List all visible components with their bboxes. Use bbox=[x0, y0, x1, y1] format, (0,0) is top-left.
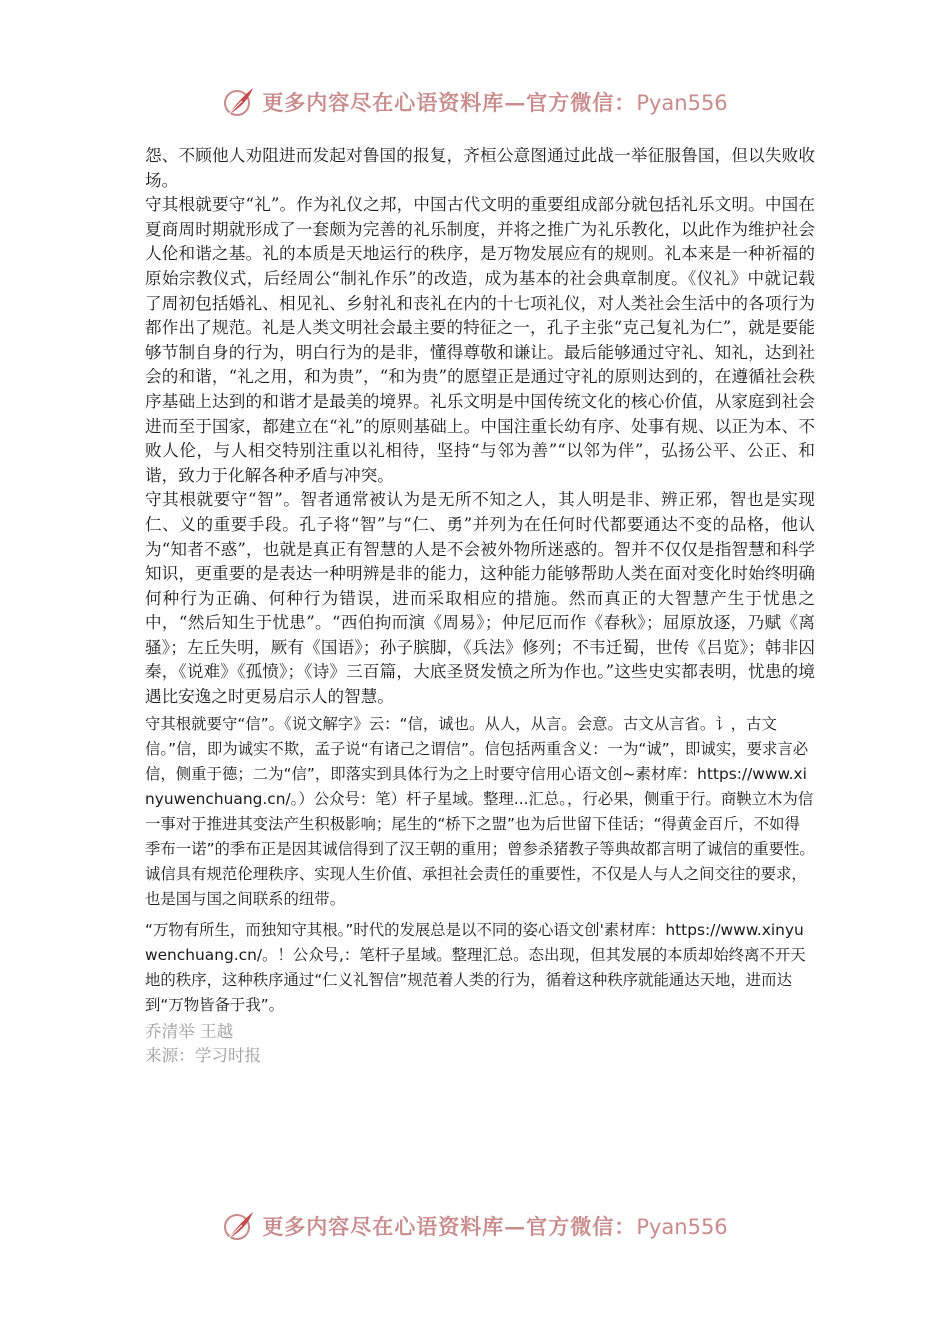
author-credit: 乔清举 王越 bbox=[145, 1021, 234, 1041]
banner-title: 更多内容尽在心语资料库—官方微信： bbox=[262, 90, 637, 115]
banner-handle: Pyan556 bbox=[636, 91, 728, 115]
paragraph-zhi: 守其根就要守“智”。智者通常被认为是无所不知之人，其人明是非、辨正邪，智也是实现仁、义的重要手段。孔子将“智”与“仁、勇”并列为在任何时代都要通达不变的品格，他认为“知者不惑”，也就是真正有智慧的人是不会被外物所迷惑的。智并不仅仅是指智慧和科学知识，更重要的是表达一种明辨是非的能力，这种能力能够帮助人类在面对变化时始终明确何种行为正确、何种行为错误，进而采取相应的措施。然而真正的大智慧产生于忧患之中，“然后知生于忧患”。“西伯拘而演《周易》；仲尼厄而作《春秋》；屈原放逐，乃赋《离骚》；左丘失明，厥有《国语》；孙子膑脚，《兵法》修列；不韦迁蜀，世传《吕览》；韩非囚秦，《说难》《孤愤》；《诗》三百篇，大底圣贤发愤之所为作也。”这些史实都表明，忧患的境遇比安逸之时更易启示人的智慧。 bbox=[145, 490, 815, 707]
banner-text bbox=[262, 87, 727, 117]
paragraph-intro: 怨、不顾他人劝阻进而发起对鲁国的报复，齐桓公意图通过此战一举征服鲁国，但以失败收场。 bbox=[145, 146, 815, 190]
header-banner bbox=[0, 82, 950, 122]
feather-pen-logo-icon bbox=[222, 85, 256, 119]
banner-text bbox=[262, 1211, 727, 1241]
banner-handle: Pyan556 bbox=[636, 1215, 728, 1239]
footer-banner bbox=[0, 1206, 950, 1246]
article-body bbox=[145, 144, 815, 1069]
paragraph-xin: 守其根就要守“信”。《说文解字》云：“信，诚也。从人，从言。会意。古文从言省。讠，古文信。”信，即为诚实不欺，孟子说“有诸己之谓信”。信包括两重含义：一为“诚”，即诚实，要求言必信，侧重于德；二为“信”，即落实到具体行为之上时要守信用心语文创~素材库：https://www.xinyuwenchuang.cn/。）公众号：笔）杆子星域。整理...汇总。，行必果，侧重于行。商鞅立木为信一事对于推进其变法产生积极影响；尾生的“桥下之盟”也为后世留下佳话；“得黄金百斤，不如得季布一诺”的季布正是因其诚信得到了汉王朝的重用；曾参杀猪教子等典故都言明了诚信的重要性。诚信具有规范伦理秩序、实现人生价值、承担社会责任的重要性，不仅是人与人之间交往的要求，也是国与国之间联系的纽带。 bbox=[145, 714, 815, 908]
source-credit: 来源：学习时报 bbox=[145, 1046, 262, 1066]
paragraph-li: 守其根就要守“礼”。作为礼仪之邦，中国古代文明的重要组成部分就包括礼乐文明。中国在夏商周时期就形成了一套颇为完善的礼乐制度，并将之推广为礼乐教化，以此作为维护社会人伦和谐之基。礼的本质是天地运行的秩序，是万物发展应有的规则。礼本来是一种祈福的原始宗教仪式，后经周公“制礼作乐”的改造，成为基本的社会典章制度。《仪礼》中就记载了周初包括婚礼、相见礼、乡射礼和丧礼在内的十七项礼仪，对人类社会生活中的各项行为都作出了规范。礼是人类文明社会最主要的特征之一，孔子主张“克己复礼为仁”，就是要能够节制自身的行为，明白行为的是非，懂得尊敬和谦让。最后能够通过守礼、知礼，达到社会的和谐，“礼之用，和为贵”，“和为贵”的愿望正是通过守礼的原则达到的，在遵循社会秩序基础上达到的和谐才是最美的境界。礼乐文明是中国传统文化的核心价值，从家庭到社会进而至于国家，都建立在“礼”的原则基础上。中国注重长幼有序、处事有规、以正为本、不败人伦，与人相交特别注重以礼相待，坚持“与邻为善”“以邻为伴”，弘扬公平、公正、和谐，致力于化解各种矛盾与冲突。 bbox=[145, 195, 815, 485]
feather-pen-logo-icon bbox=[222, 1209, 256, 1243]
banner-title: 更多内容尽在心语资料库—官方微信： bbox=[262, 1214, 637, 1239]
paragraph-conclusion: “万物有所生，而独知守其根。”时代的发展总是以不同的姿心语文创'素材库：https://www.xinyuwenchuang.cn/。！公众号,：笔杆子星域。整理汇总。态出现，但其发展的本质却始终离不开天地的秩序，这种秩序通过“仁义礼智信”规范着人类的行为，循着这种秩序就能通达天地，进而达到“万物皆备于我”。 bbox=[145, 920, 806, 1014]
